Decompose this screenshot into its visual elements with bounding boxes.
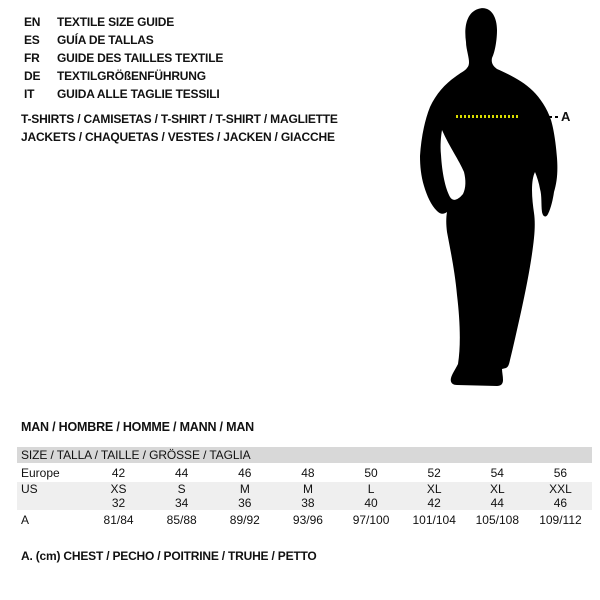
language-row [24,49,223,67]
garment-line-tshirts: T-SHIRTS / CAMISETAS / T-SHIRT / T-SHIRT / MAGLIETTE [21,112,338,126]
size-cell: XL [489,482,505,496]
measure-label-a: A [561,109,571,124]
language-label: TEXTILE SIZE GUIDE [57,15,175,29]
size-cell: 50 [364,465,378,480]
size-table-row [17,496,592,510]
language-label: GUIDA ALLE TAGLIE TESSILI [57,87,220,101]
size-cell: 97/100 [352,513,390,527]
size-row-label: Europe [21,465,60,480]
size-cell: 81/84 [103,513,134,527]
size-cell: 48 [301,465,315,480]
language-code: IT [24,87,35,101]
size-cell: L [367,482,375,496]
size-cell: 42 [111,465,126,480]
size-cell: 54 [490,465,504,480]
language-label: GUÍA DE TALLAS [57,33,154,47]
footnote-chest: A. (cm) CHEST / PECHO / POITRINE / TRUHE / PETTO [21,549,317,563]
man-figure [400,0,600,420]
size-cell: 42 [427,496,441,510]
measure-connector-dashes [543,116,559,118]
size-table [17,447,592,530]
size-cell: XL [426,482,442,496]
section-title-man: MAN / HOMBRE / HOMME / MANN / MAN [21,420,254,434]
language-code: EN [24,15,41,29]
size-table-header: SIZE / TALLA / TAILLE / GRÖSSE / TAGLIA [17,447,592,463]
size-table-row [17,463,592,482]
size-row-label: US [21,482,38,496]
size-cell: 109/112 [539,513,582,527]
size-cell: 89/92 [229,513,260,527]
size-cell: M [302,482,313,496]
size-table-row [17,510,592,530]
man-silhouette [400,0,600,420]
language-row [24,85,223,103]
language-list [24,13,223,103]
size-row-label: A [21,513,30,527]
size-cell: 101/104 [412,513,456,527]
language-code: ES [24,33,40,47]
size-cell: 34 [175,496,189,510]
garment-types [21,110,338,146]
language-label: TEXTILGRÖßENFÜHRUNG [57,69,206,83]
size-cell: 40 [364,496,378,510]
language-row [24,67,223,85]
size-table-body [17,463,592,530]
size-cell: 44 [175,465,189,480]
size-cell: 105/108 [475,513,519,527]
language-label: GUIDE DES TAILLES TEXTILE [57,51,224,65]
language-row [24,31,223,49]
garment-line-jackets: JACKETS / CHAQUETAS / VESTES / JACKEN / GIACCHE [21,130,335,144]
size-cell: 56 [553,465,568,480]
size-cell: 85/88 [166,513,197,527]
size-cell: 52 [427,465,441,480]
size-cell: 36 [238,496,252,510]
size-cell: 93/96 [292,513,323,527]
size-cell: 46 [553,496,568,510]
size-cell: S [177,482,186,496]
size-cell: M [239,482,250,496]
size-cell: 32 [111,496,126,510]
language-code: FR [24,51,40,65]
language-row [24,13,223,31]
size-cell: 38 [301,496,315,510]
chest-measure-line [456,115,518,118]
size-table-row [17,482,592,496]
size-cell: 46 [238,465,252,480]
size-cell: 44 [490,496,504,510]
size-cell: XS [110,482,127,496]
size-cell: XXL [549,482,572,496]
language-code: DE [24,69,41,83]
